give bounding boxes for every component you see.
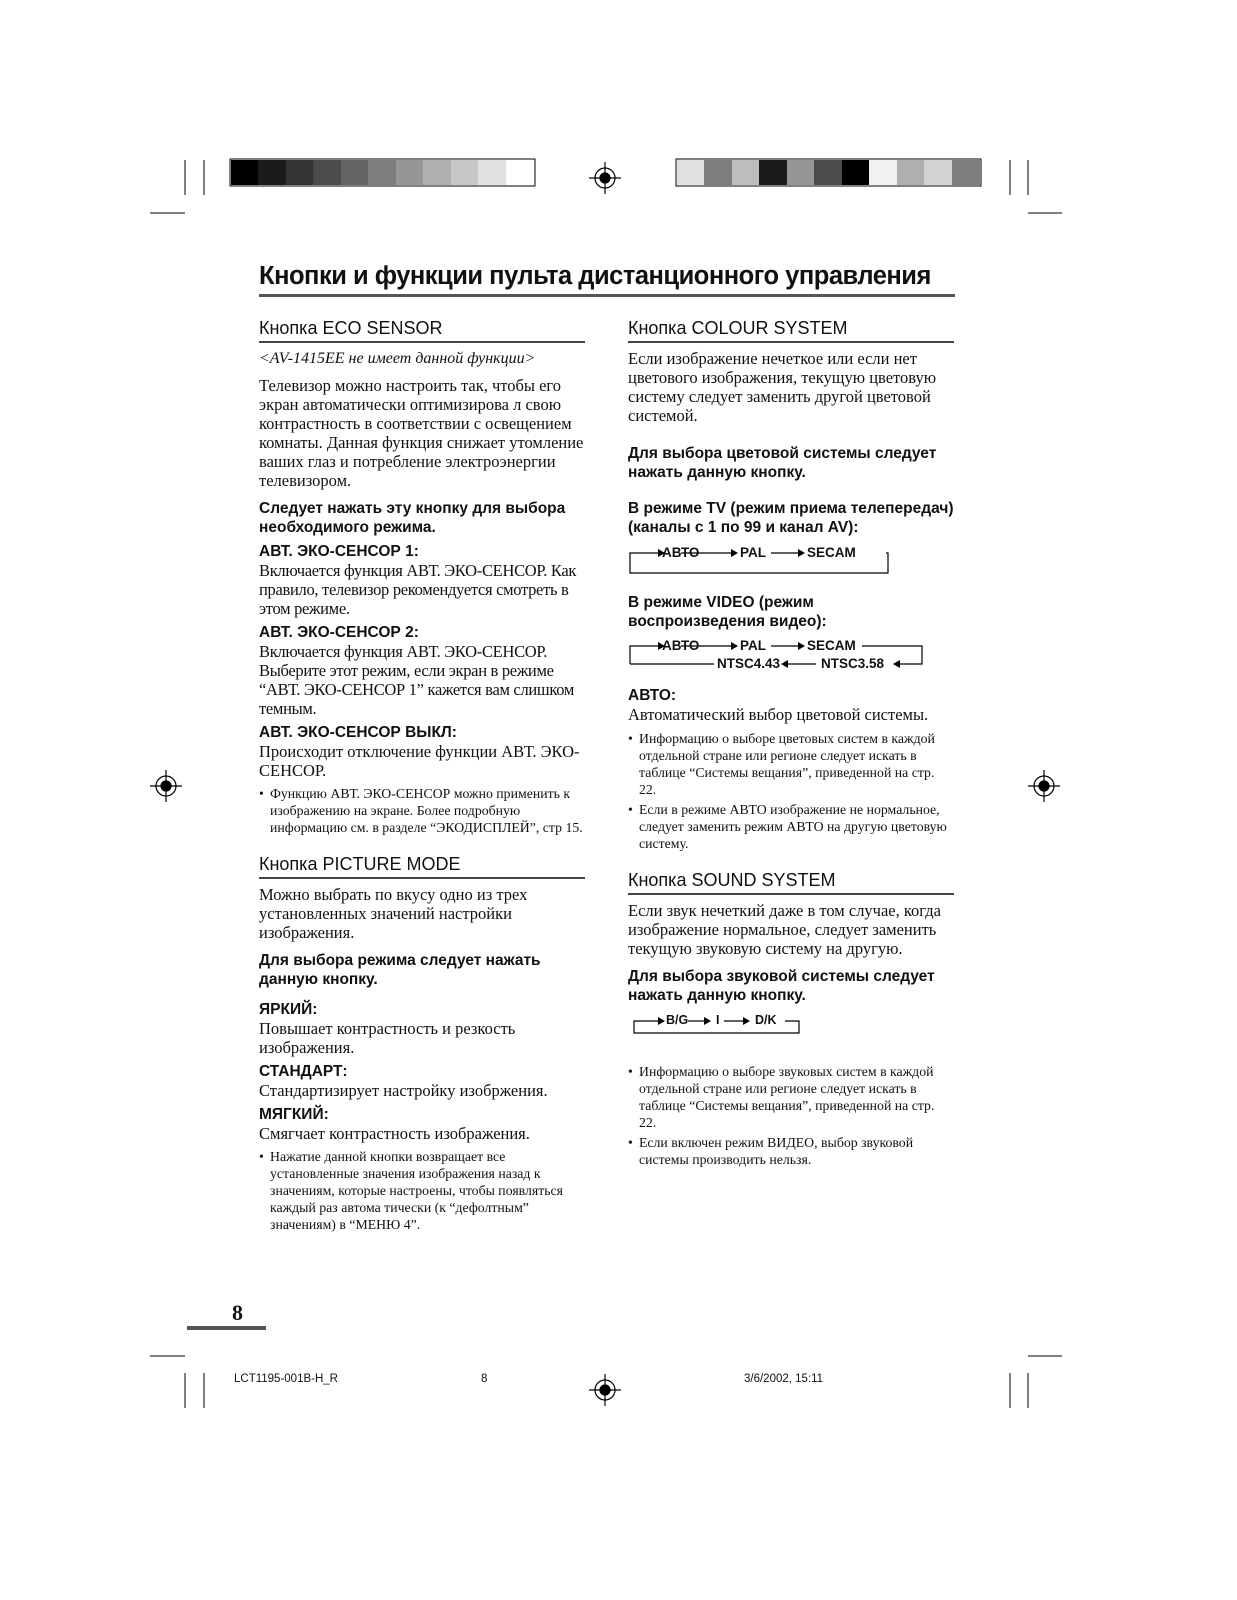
eco-description: Телевизор можно настроить так, чтобы его экран автоматически оптимизирова л свою контрастность в соответствии с освещением комнаты. Данная функция снижает утомление ваших глаз и потребление электроэнергии телевизором.: [259, 376, 584, 490]
eco-mode2-title: АВТ. ЭКО-СЕНСОР 2:: [259, 624, 419, 641]
video-flow-secam: SECAM: [807, 638, 856, 653]
colour-bullet-1-text: Информацию о выборе цветовых систем в каждой отдельной стране или регионе следует искать в таблице “Системы вещания”, приведенной на стр. 22.: [639, 731, 935, 797]
bullet-dot: •: [628, 1135, 633, 1150]
tv-colour-flow: [628, 545, 954, 579]
right-column: [628, 318, 954, 1168]
sound-bullet-1: [628, 1063, 954, 1131]
bullet-dot: •: [628, 731, 633, 746]
picture-description: Можно выбрать по вкусу одно из трех установленных значений настройки изображения.: [259, 885, 528, 942]
eco-model-note: <AV-1415EE не имеет данной функции>: [259, 350, 536, 367]
video-colour-flow: [628, 638, 954, 674]
bright-text: Повышает контрастность и резкость изображения.: [259, 1019, 516, 1057]
registration-mark-right: [1026, 768, 1062, 804]
colour-instruction: Для выбора цветовой системы следует нажать данную кнопку.: [628, 445, 937, 481]
sound-flow-i: I: [716, 1013, 720, 1027]
eco-mode1-title: АВТ. ЭКО-СЕНСОР 1:: [259, 543, 419, 560]
page-title: Кнопки и функции пульта дистанционного управления: [259, 262, 931, 290]
video-flow-ntsc443: NTSC4.43: [717, 656, 781, 671]
video-flow-auto: АВТО: [662, 638, 700, 653]
bullet-dot: •: [259, 786, 264, 801]
eco-bullet: [259, 785, 585, 836]
bullet-dot: •: [628, 802, 633, 817]
footer-page: 8: [481, 1373, 488, 1385]
sound-system-heading: Кнопка SOUND SYSTEM: [628, 870, 954, 895]
page-number: 8: [232, 1300, 243, 1325]
eco-mode1-text: Включается функция АВТ. ЭКО-СЕНСОР. Как правило, телевизор рекомендуется смотреть в этом режиме.: [259, 561, 577, 618]
print-marks-bottom: [0, 1340, 1237, 1420]
standard-title: СТАНДАРТ:: [259, 1063, 348, 1080]
print-marks-top: [0, 0, 1237, 240]
colour-system-heading: Кнопка COLOUR SYSTEM: [628, 318, 954, 343]
auto-text: Автоматический выбор цветовой системы.: [628, 705, 929, 724]
auto-title: АВТО:: [628, 687, 677, 704]
tv-flow-auto: АВТО: [662, 545, 700, 560]
sound-flow: [628, 1013, 954, 1039]
left-column: [259, 318, 585, 1233]
colour-bullet-2: [628, 801, 954, 852]
eco-off-text: Происходит отключение функции АВТ. ЭКО-СЕНСОР.: [259, 742, 580, 780]
registration-mark-top: [589, 162, 621, 194]
sound-flow-bg: B/G: [666, 1013, 689, 1027]
video-flow-ntsc358: NTSC3.58: [821, 656, 885, 671]
sound-bullet-2-text: Если включен режим ВИДЕО, выбор звуковой системы производить нельзя.: [639, 1135, 914, 1167]
colour-bullet-1: [628, 730, 954, 798]
eco-mode2-text: Включается функция АВТ. ЭКО-СЕНСОР. Выберите этот режим, если экран в режиме “АВТ. ЭКО-СЕНСОР 1” кажется вам слишком темным.: [259, 642, 574, 718]
bullet-dot: •: [628, 1064, 633, 1079]
grayscale-bar-left: [230, 159, 535, 186]
video-mode-title: В режиме VIDEO (режим воспроизведения видео):: [628, 594, 827, 630]
eco-sensor-heading: Кнопка ECO SENSOR: [259, 318, 585, 343]
bright-title: ЯРКИЙ:: [259, 1001, 318, 1018]
tv-mode-title: В режиме TV (режим приема телепередач) (каналы с 1 по 99 и канал AV):: [628, 500, 954, 536]
registration-mark-left: [148, 768, 184, 804]
soft-title: МЯГКИЙ:: [259, 1106, 329, 1123]
picture-mode-heading: Кнопка PICTURE MODE: [259, 854, 585, 879]
title-underline: [259, 294, 955, 297]
sound-bullet-1-text: Информацию о выборе звуковых систем в каждой отдельной стране или регионе следует искать в таблице “Системы вещания”, приведенной на стр. 22.: [639, 1064, 935, 1130]
tv-flow-secam: SECAM: [807, 545, 856, 560]
footer-file-id: LCT1195-001B-H_R: [234, 1373, 338, 1385]
sound-flow-dk: D/K: [755, 1013, 777, 1027]
colour-bullet-2-text: Если в режиме АВТО изображение не нормальное, следует заменить режим АВТО на другую цветовую систему.: [639, 802, 947, 851]
eco-instruction: Следует нажать эту кнопку для выбора необходимого режима.: [259, 500, 566, 536]
bullet-dot: •: [259, 1149, 264, 1164]
picture-instruction: Для выбора режима следует нажать данную кнопку.: [259, 952, 541, 988]
picture-bullet-text: Нажатие данной кнопки возвращает все установленные значения изображения назад к значениям, которые настроены, чтобы появляться каждый раз автома тически (к “дефолтным” значениям) в “МЕНЮ 4”.: [270, 1149, 564, 1232]
sound-description: Если звук нечеткий даже в том случае, когда изображение нормальное, следует заменить текущую звуковую систему на другую.: [628, 901, 941, 958]
video-flow-pal: PAL: [740, 638, 766, 653]
footer-date: 3/6/2002, 15:11: [744, 1373, 824, 1385]
standard-text: Стандартизирует настройку изобржения.: [259, 1081, 548, 1100]
sound-bullet-2: [628, 1134, 954, 1168]
picture-bullet: [259, 1148, 585, 1233]
grayscale-bar-right: [676, 159, 981, 186]
registration-mark-bottom: [589, 1374, 621, 1406]
eco-bullet-text: Функцию АВТ. ЭКО-СЕНСОР можно применить к изображению на экране. Более подробную информацию см. в разделе “ЭКОДИСПЛЕЙ”, стр 15.: [270, 786, 583, 835]
page-number-rule: [187, 1326, 266, 1330]
colour-description: Если изображение нечеткое или если нет цветового изображения, текущую цветовую систему следует заменить другой цветовой системой.: [628, 349, 937, 425]
eco-off-title: АВТ. ЭКО-СЕНСОР ВЫКЛ:: [259, 724, 457, 741]
soft-text: Смягчает контрастность изображения.: [259, 1124, 530, 1143]
sound-instruction: Для выбора звуковой системы следует нажать данную кнопку.: [628, 968, 935, 1004]
tv-flow-pal: PAL: [740, 545, 766, 560]
